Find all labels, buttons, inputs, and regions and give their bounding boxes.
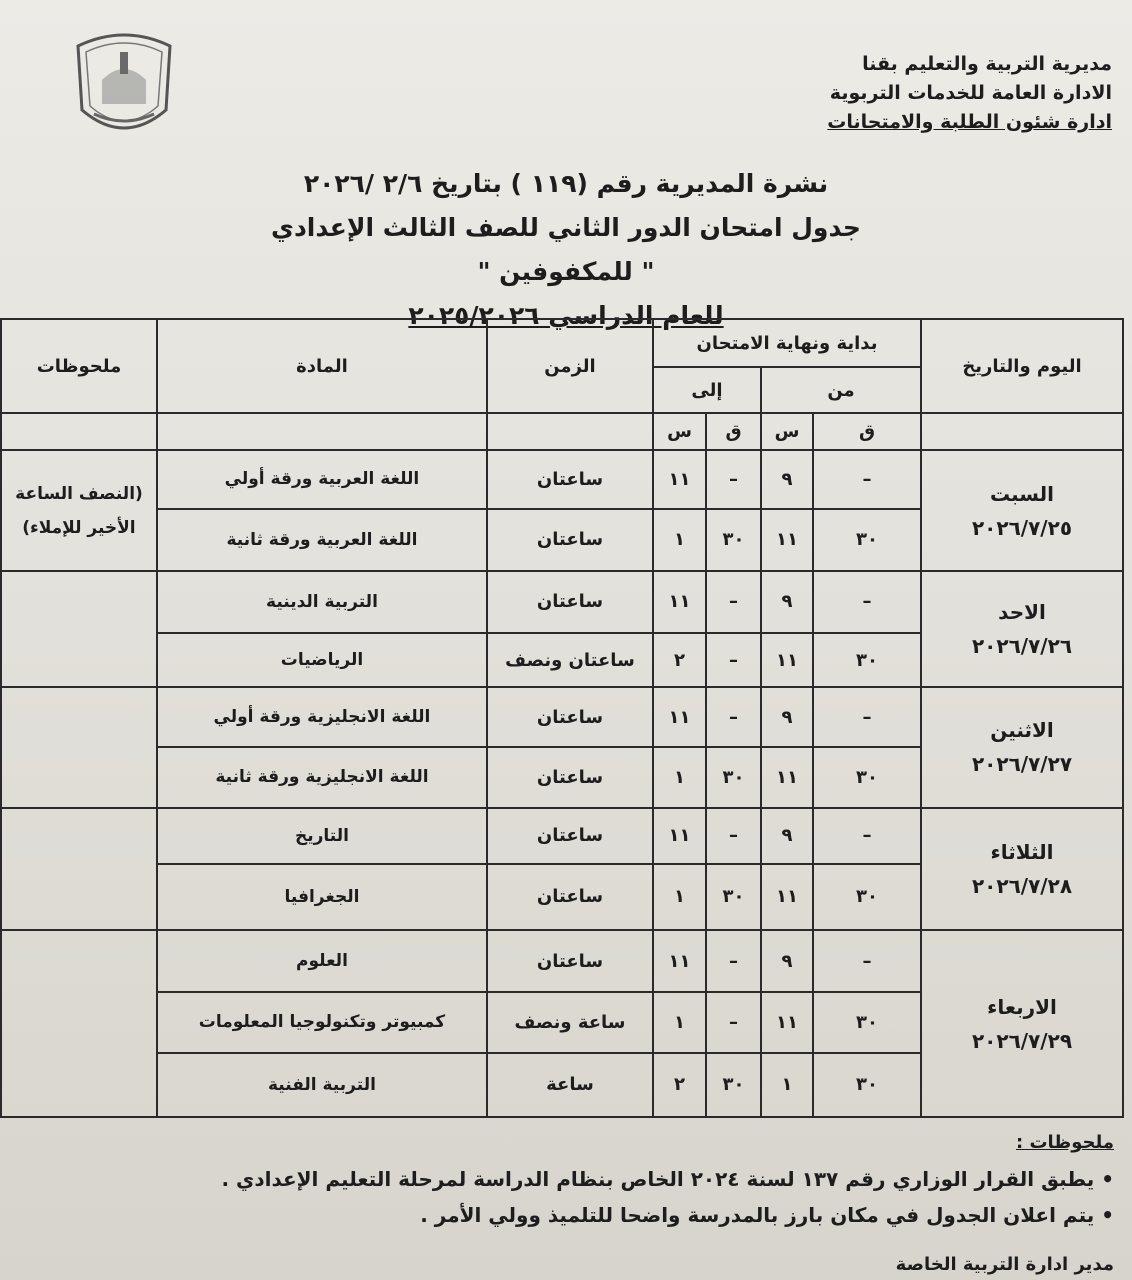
day-name: الاحد	[998, 599, 1046, 624]
unit-from-minute: ق	[813, 413, 921, 450]
from-minute: –	[813, 930, 921, 992]
day-name: الاربعاء	[987, 994, 1057, 1019]
duration: ساعتان	[487, 808, 653, 864]
note-cell-monday	[1, 687, 157, 807]
to-hour: ١١	[653, 571, 706, 633]
note-cell-wednesday	[1, 930, 157, 1117]
header-line-1: مديرية التربية والتعليم بقنا	[862, 53, 1112, 75]
document-titles	[180, 162, 952, 338]
duration: ساعتان	[487, 450, 653, 508]
duration: ساعتان	[487, 747, 653, 807]
note-item-1: • يطبق القرار الوزاري رقم ١٣٧ لسنة ٢٠٢٤ الخاص بنظام الدراسة لمرحلة التعليم الإعدادي .	[221, 1167, 1114, 1191]
to-minute: –	[706, 808, 761, 864]
to-minute: –	[706, 687, 761, 747]
header-start-end: بداية ونهاية الامتحان	[653, 319, 921, 367]
to-minute: –	[706, 992, 761, 1052]
units-spacer-notes	[1, 413, 157, 450]
to-hour: ١١	[653, 930, 706, 992]
subject: الجغرافيا	[157, 864, 487, 930]
duration: ساعتان	[487, 687, 653, 747]
header-line-3: ادارة شئون الطلبة والامتحانات	[827, 111, 1112, 133]
schedule-title: جدول امتحان الدور الثاني للصف الثالث الإعدادي	[271, 213, 861, 242]
header-from: من	[761, 367, 921, 413]
day-name: الاثنين	[990, 718, 1054, 743]
day-cell-monday	[921, 687, 1123, 807]
duration: ساعتان	[487, 509, 653, 571]
from-minute: –	[813, 808, 921, 864]
duration: ساعتان	[487, 864, 653, 930]
to-hour: ١١	[653, 808, 706, 864]
table-row	[1, 808, 1123, 864]
to-minute: ٣٠	[706, 747, 761, 807]
day-name: الثلاثاء	[990, 839, 1054, 864]
to-hour: ١	[653, 864, 706, 930]
notes-title: ملحوظات :	[1015, 1132, 1114, 1153]
note-cell-sunday	[1, 571, 157, 687]
subject: الرياضيات	[157, 633, 487, 687]
subject: كمبيوتر وتكنولوجيا المعلومات	[157, 992, 487, 1052]
from-hour: ١١	[761, 992, 813, 1052]
from-minute: ٣٠	[813, 1053, 921, 1117]
exam-schedule-table	[2, 318, 1124, 1118]
from-minute: ٣٠	[813, 992, 921, 1052]
day-date: ٢٠٢٦/٧/٢٧	[971, 752, 1073, 777]
to-minute: –	[706, 930, 761, 992]
from-hour: ٩	[761, 571, 813, 633]
units-spacer-day	[921, 413, 1123, 450]
note-item-2: • يتم اعلان الجدول في مكان بارز بالمدرسة واضحا للتلميذ وولي الأمر .	[420, 1203, 1114, 1227]
subject: التربية الفنية	[157, 1053, 487, 1117]
header-day-date: اليوم والتاريخ	[921, 319, 1123, 413]
to-minute: –	[706, 633, 761, 687]
from-hour: ١	[761, 1053, 813, 1117]
to-minute: –	[706, 571, 761, 633]
subject: التاريخ	[157, 808, 487, 864]
day-date: ٢٠٢٦/٧/٢٩	[971, 1028, 1073, 1053]
to-minute: ٣٠	[706, 1053, 761, 1117]
from-hour: ١١	[761, 864, 813, 930]
note-cell-saturday: (النصف الساعة الأخير للإملاء)	[1, 450, 157, 570]
from-hour: ١١	[761, 509, 813, 571]
bulletin-number: نشرة المديرية رقم (١١٩ ) بتاريخ ٢/٦ /٢٠٢٦	[303, 169, 829, 198]
subject: اللغة الانجليزية ورقة أولي	[157, 687, 487, 747]
day-cell-sunday	[921, 571, 1123, 687]
duration: ساعة	[487, 1053, 653, 1117]
from-hour: ٩	[761, 808, 813, 864]
subject: اللغة العربية ورقة أولي	[157, 450, 487, 508]
directorate-header	[752, 50, 1112, 137]
to-hour: ١١	[653, 450, 706, 508]
from-minute: ٣٠	[813, 747, 921, 807]
to-minute: –	[706, 450, 761, 508]
table-row	[1, 450, 1123, 508]
from-hour: ٩	[761, 930, 813, 992]
header-to: إلى	[653, 367, 761, 413]
to-hour: ١١	[653, 687, 706, 747]
subject: التربية الدينية	[157, 571, 487, 633]
to-minute: ٣٠	[706, 509, 761, 571]
from-minute: –	[813, 571, 921, 633]
signature-line: مدير ادارة التربية الخاصة	[895, 1254, 1114, 1275]
unit-to-hour: س	[653, 413, 706, 450]
audience-title: " للمكفوفين "	[477, 257, 655, 286]
duration: ساعة ونصف	[487, 992, 653, 1052]
from-hour: ١١	[761, 747, 813, 807]
notes-section	[14, 1125, 1114, 1233]
to-hour: ١	[653, 992, 706, 1052]
from-minute: ٣٠	[813, 864, 921, 930]
to-hour: ٢	[653, 1053, 706, 1117]
day-date: ٢٠٢٦/٧/٢٨	[971, 873, 1073, 898]
from-minute: –	[813, 450, 921, 508]
subject: اللغة الانجليزية ورقة ثانية	[157, 747, 487, 807]
day-date: ٢٠٢٦/٧/٢٥	[971, 515, 1073, 540]
duration: ساعتان	[487, 930, 653, 992]
note-item-text: يطبق القرار الوزاري رقم ١٣٧ لسنة ٢٠٢٤ الخاص بنظام الدراسة لمرحلة التعليم الإعدادي .	[221, 1167, 1095, 1191]
day-cell-wednesday	[921, 930, 1123, 1117]
table-row	[1, 687, 1123, 747]
from-minute: ٣٠	[813, 633, 921, 687]
to-hour: ١	[653, 747, 706, 807]
from-hour: ١١	[761, 633, 813, 687]
units-spacer-subject	[157, 413, 487, 450]
from-hour: ٩	[761, 687, 813, 747]
from-minute: –	[813, 687, 921, 747]
day-cell-saturday	[921, 450, 1123, 570]
from-minute: ٣٠	[813, 509, 921, 571]
ministry-emblem-icon	[68, 18, 180, 148]
day-cell-tuesday	[921, 808, 1123, 931]
table-row	[1, 930, 1123, 992]
from-hour: ٩	[761, 450, 813, 508]
note-cell-tuesday	[1, 808, 157, 931]
header-subject: المادة	[157, 319, 487, 413]
unit-from-hour: س	[761, 413, 813, 450]
to-hour: ٢	[653, 633, 706, 687]
day-name: السبت	[989, 481, 1055, 506]
note-item-text: يتم اعلان الجدول في مكان بارز بالمدرسة واضحا للتلميذ وولي الأمر .	[420, 1203, 1095, 1227]
subject: العلوم	[157, 930, 487, 992]
table-row	[1, 571, 1123, 633]
to-hour: ١	[653, 509, 706, 571]
duration: ساعتان ونصف	[487, 633, 653, 687]
to-minute: ٣٠	[706, 864, 761, 930]
header-line-2: الادارة العامة للخدمات التربوية	[829, 82, 1112, 104]
header-notes: ملحوظات	[1, 319, 157, 413]
academic-year: للعام الدراسي ٢٠٢٥/٢٠٢٦	[408, 301, 724, 330]
unit-to-minute: ق	[706, 413, 761, 450]
subject: اللغة العربية ورقة ثانية	[157, 509, 487, 571]
day-date: ٢٠٢٦/٧/٢٦	[971, 633, 1073, 658]
header-duration: الزمن	[487, 319, 653, 413]
duration: ساعتان	[487, 571, 653, 633]
units-spacer-duration	[487, 413, 653, 450]
